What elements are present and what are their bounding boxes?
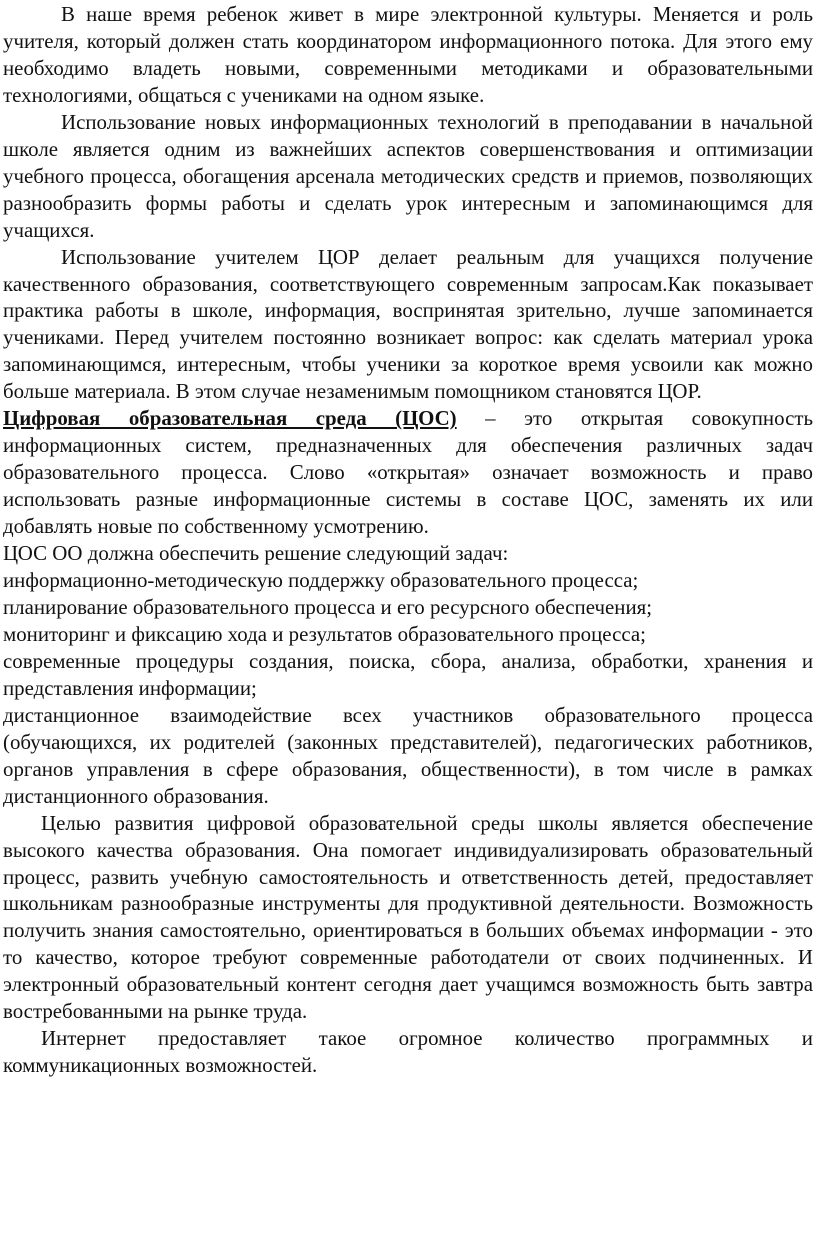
definition-body: – это открытая совокупность информационных систем, предназначенных для обеспечения различных задач образовательного процесса. Слово «открытая» означает возможность и право использовать разные информационные системы в составе ЦОС, заменять их или добавлять новые по собственному усмотрению. bbox=[3, 406, 813, 539]
paragraph-internet: Интернет предоставляет такое огромное количество программных и коммуникационных возможностей. bbox=[3, 1026, 813, 1078]
paragraph-definition bbox=[3, 405, 813, 540]
task-item: информационно-методическую поддержку образовательного процесса; bbox=[3, 568, 639, 593]
paragraph-electronic-culture: В наше время ребенок живет в мире электронной культуры. Меняется и роль учителя, который должен стать координатором информационного потока. Для этого ему необходимо владеть новыми, современными методиками и образовательными технологиями, общаться с учениками на одном языке. bbox=[3, 2, 813, 107]
task-item: планирование образовательного процесса и его ресурсного обеспечения; bbox=[3, 594, 653, 619]
task-item: дистанционное взаимодействие всех участников образовательного процесса (обучающихся, их родителей (законных представителей), педагогических работников, органов управления в сфере образования, общественности), в том числе в рамках дистанционного образования. bbox=[3, 702, 813, 808]
task-item: современные процедуры создания, поиска, сбора, анализа, обработки, хранения и представления информации; bbox=[3, 648, 813, 700]
paragraph-new-technologies: Использование новых информационных технологий в преподавании в начальной школе является одним из важнейших аспектов совершенствования и оптимизации учебного процесса, обогащения арсенала методических средств и приемов, позволяющих разнообразить формы работы и сделать урок интересным и запоминающимся для учащихся. bbox=[3, 109, 813, 242]
document-page bbox=[0, 1, 816, 1239]
definition-term: Цифровая образовательная среда (ЦОС) bbox=[3, 406, 457, 431]
task-item: мониторинг и фиксацию хода и результатов образовательного процесса; bbox=[3, 621, 646, 646]
paragraph-digital-environment-goal: Целью развития цифровой образовательной среды школы является обеспечение высокого качества образования. Она помогает индивидуализировать образовательный процесс, развить учебную самостоятельность и ответственность детей, предоставляет школьникам разнообразные инструменты для продуктивной деятельности. Возможность получить знания самостоятельно, ориентироваться в больших объемах информации - это то качество, которое требуют современные работодатели от своих подчиненных. И электронный образовательный контент сегодня дает учащимся возможность быть завтра востребованными на рынке труда. bbox=[3, 810, 813, 1024]
paragraph-cor-usage: Использование учителем ЦОР делает реальным для учащихся получение качественного образования, соответствующего современным запросам.Как показывает практика работы в школе, информация, воспринятая зрительно, лучше запоминается учениками. Перед учителем постоянно возникает вопрос: как сделать материал урока запоминающимся, интересным, чтобы ученики за короткое время усвоили как можно больше материала. В этом случае незаменимым помощником становятся ЦОР. bbox=[3, 244, 813, 404]
tasks-intro: ЦОС ОО должна обеспечить решение следующий задач: bbox=[3, 541, 509, 566]
